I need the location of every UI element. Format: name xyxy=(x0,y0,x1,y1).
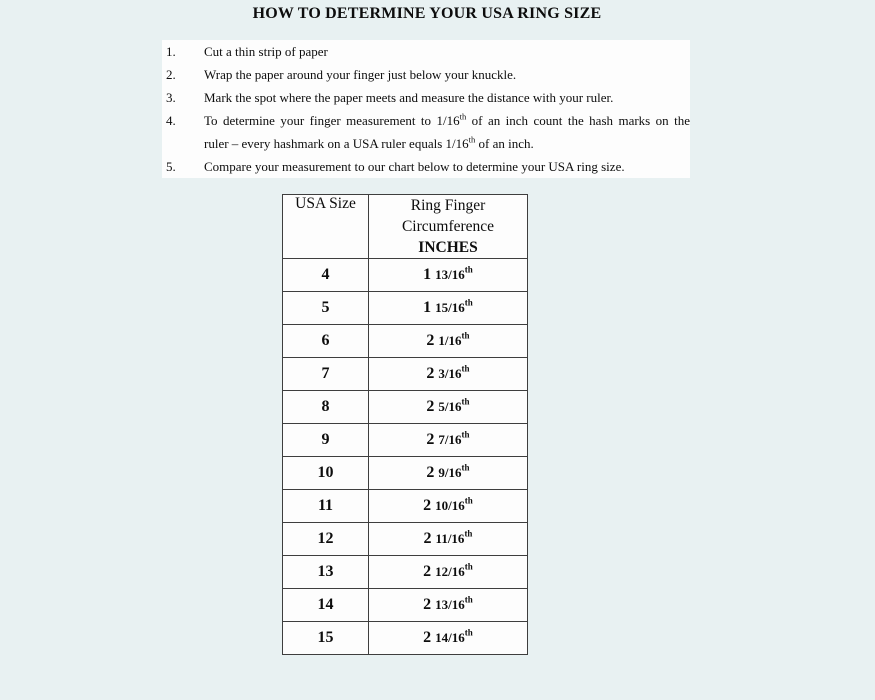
table-row xyxy=(283,292,528,325)
instruction-text xyxy=(204,155,690,178)
ring-size-table-wrap xyxy=(282,194,528,655)
instruction-item xyxy=(162,109,690,155)
superscript: th xyxy=(464,627,473,638)
circumference-header-line1: Ring Finger xyxy=(410,197,486,214)
usa-size-cell: 6 xyxy=(283,325,369,358)
usa-size-cell: 5 xyxy=(283,292,369,325)
superscript: th xyxy=(464,528,473,539)
table-row xyxy=(283,622,528,655)
circumference-whole: 2 xyxy=(423,629,432,646)
instruction-line: Wrap the paper around your finger just below your knuckle. xyxy=(204,67,517,82)
circumference-whole: 2 xyxy=(426,464,435,481)
circumference-cell xyxy=(369,259,528,292)
superscript: th xyxy=(464,594,473,605)
superscript: th xyxy=(461,330,470,341)
circumference-whole: 1 xyxy=(423,266,432,283)
circumference-whole: 2 xyxy=(423,497,432,514)
table-row xyxy=(283,259,528,292)
table-row xyxy=(283,490,528,523)
usa-size-cell: 11 xyxy=(283,490,369,523)
superscript: th xyxy=(464,561,473,572)
superscript: th xyxy=(461,429,470,440)
ring-size-table xyxy=(282,194,528,655)
circumference-cell xyxy=(369,556,528,589)
circumference-whole: 2 xyxy=(423,530,432,547)
circumference-cell xyxy=(369,292,528,325)
superscript: th xyxy=(459,111,467,122)
circumference-fraction: 13/16 xyxy=(435,597,465,612)
circumference-header-line2: Circumference xyxy=(401,218,495,235)
instruction-text xyxy=(204,109,690,155)
instruction-item xyxy=(162,63,690,86)
circumference-fraction: 11/16 xyxy=(435,531,465,546)
table-row xyxy=(283,391,528,424)
circumference-fraction: 9/16 xyxy=(438,465,462,480)
circumference-whole: 2 xyxy=(426,332,435,349)
table-row xyxy=(283,325,528,358)
circumference-fraction: 5/16 xyxy=(438,399,462,414)
inches-label: INCHES xyxy=(418,239,478,256)
instruction-number: 2. xyxy=(166,67,176,82)
instruction-number: 3. xyxy=(166,90,176,105)
circumference-cell xyxy=(369,457,528,490)
instructions-list xyxy=(162,40,690,178)
usa-size-cell: 7 xyxy=(283,358,369,391)
superscript: th xyxy=(461,462,470,473)
instruction-number: 4. xyxy=(166,113,176,128)
circumference-fraction: 3/16 xyxy=(438,366,462,381)
circumference-fraction: 13/16 xyxy=(435,267,465,282)
circumference-header xyxy=(369,195,528,259)
circumference-cell xyxy=(369,424,528,457)
circumference-whole: 2 xyxy=(423,596,432,613)
circumference-cell xyxy=(369,358,528,391)
usa-size-cell: 15 xyxy=(283,622,369,655)
instruction-item xyxy=(162,40,690,63)
circumference-fraction: 12/16 xyxy=(435,564,465,579)
usa-size-cell: 10 xyxy=(283,457,369,490)
usa-size-cell: 9 xyxy=(283,424,369,457)
superscript: th xyxy=(461,363,470,374)
table-row xyxy=(283,556,528,589)
usa-size-cell: 12 xyxy=(283,523,369,556)
instruction-item xyxy=(162,86,690,109)
superscript: th xyxy=(464,495,473,506)
usa-size-header: USA Size xyxy=(283,195,369,259)
table-row xyxy=(283,424,528,457)
instruction-line: Compare your measurement to our chart below to determine your USA ring size. xyxy=(204,159,625,174)
header-row xyxy=(283,195,528,259)
circumference-whole: 1 xyxy=(423,299,432,316)
instruction-line: To determine your finger measurement to 1/16th of an inch count the hash marks on the xyxy=(204,111,691,128)
circumference-fraction: 1/16 xyxy=(438,333,462,348)
circumference-cell xyxy=(369,523,528,556)
instruction-number: 5. xyxy=(166,159,176,174)
circumference-whole: 2 xyxy=(426,431,435,448)
superscript: th xyxy=(468,134,476,145)
instruction-text xyxy=(204,63,690,86)
circumference-cell xyxy=(369,325,528,358)
instruction-line: Cut a thin strip of paper xyxy=(204,44,328,59)
circumference-fraction: 7/16 xyxy=(438,432,462,447)
instruction-item xyxy=(162,155,690,178)
superscript: th xyxy=(461,396,470,407)
circumference-whole: 2 xyxy=(426,398,435,415)
table-row xyxy=(283,523,528,556)
circumference-whole: 2 xyxy=(423,563,432,580)
circumference-cell xyxy=(369,391,528,424)
usa-size-cell: 14 xyxy=(283,589,369,622)
instruction-line: ruler – every hashmark on a USA ruler equals 1/16th of an inch. xyxy=(204,134,534,151)
table-row xyxy=(283,457,528,490)
circumference-cell xyxy=(369,622,528,655)
ring-size-table-body xyxy=(283,259,528,655)
usa-size-cell: 13 xyxy=(283,556,369,589)
circumference-cell xyxy=(369,589,528,622)
instruction-line: Mark the spot where the paper meets and measure the distance with your ruler. xyxy=(204,90,614,105)
circumference-whole: 2 xyxy=(426,365,435,382)
circumference-fraction: 10/16 xyxy=(435,498,465,513)
circumference-fraction: 14/16 xyxy=(435,630,465,645)
table-row xyxy=(283,358,528,391)
instruction-text xyxy=(204,86,690,109)
usa-size-cell: 4 xyxy=(283,259,369,292)
superscript: th xyxy=(464,264,473,275)
circumference-fraction: 15/16 xyxy=(435,300,465,315)
usa-size-cell: 8 xyxy=(283,391,369,424)
instruction-text xyxy=(204,40,690,63)
table-row xyxy=(283,589,528,622)
page-title: HOW TO DETERMINE YOUR USA RING SIZE xyxy=(252,5,602,22)
superscript: th xyxy=(464,297,473,308)
instruction-number: 1. xyxy=(166,44,176,59)
circumference-cell xyxy=(369,490,528,523)
ring-size-table-header xyxy=(283,195,528,259)
